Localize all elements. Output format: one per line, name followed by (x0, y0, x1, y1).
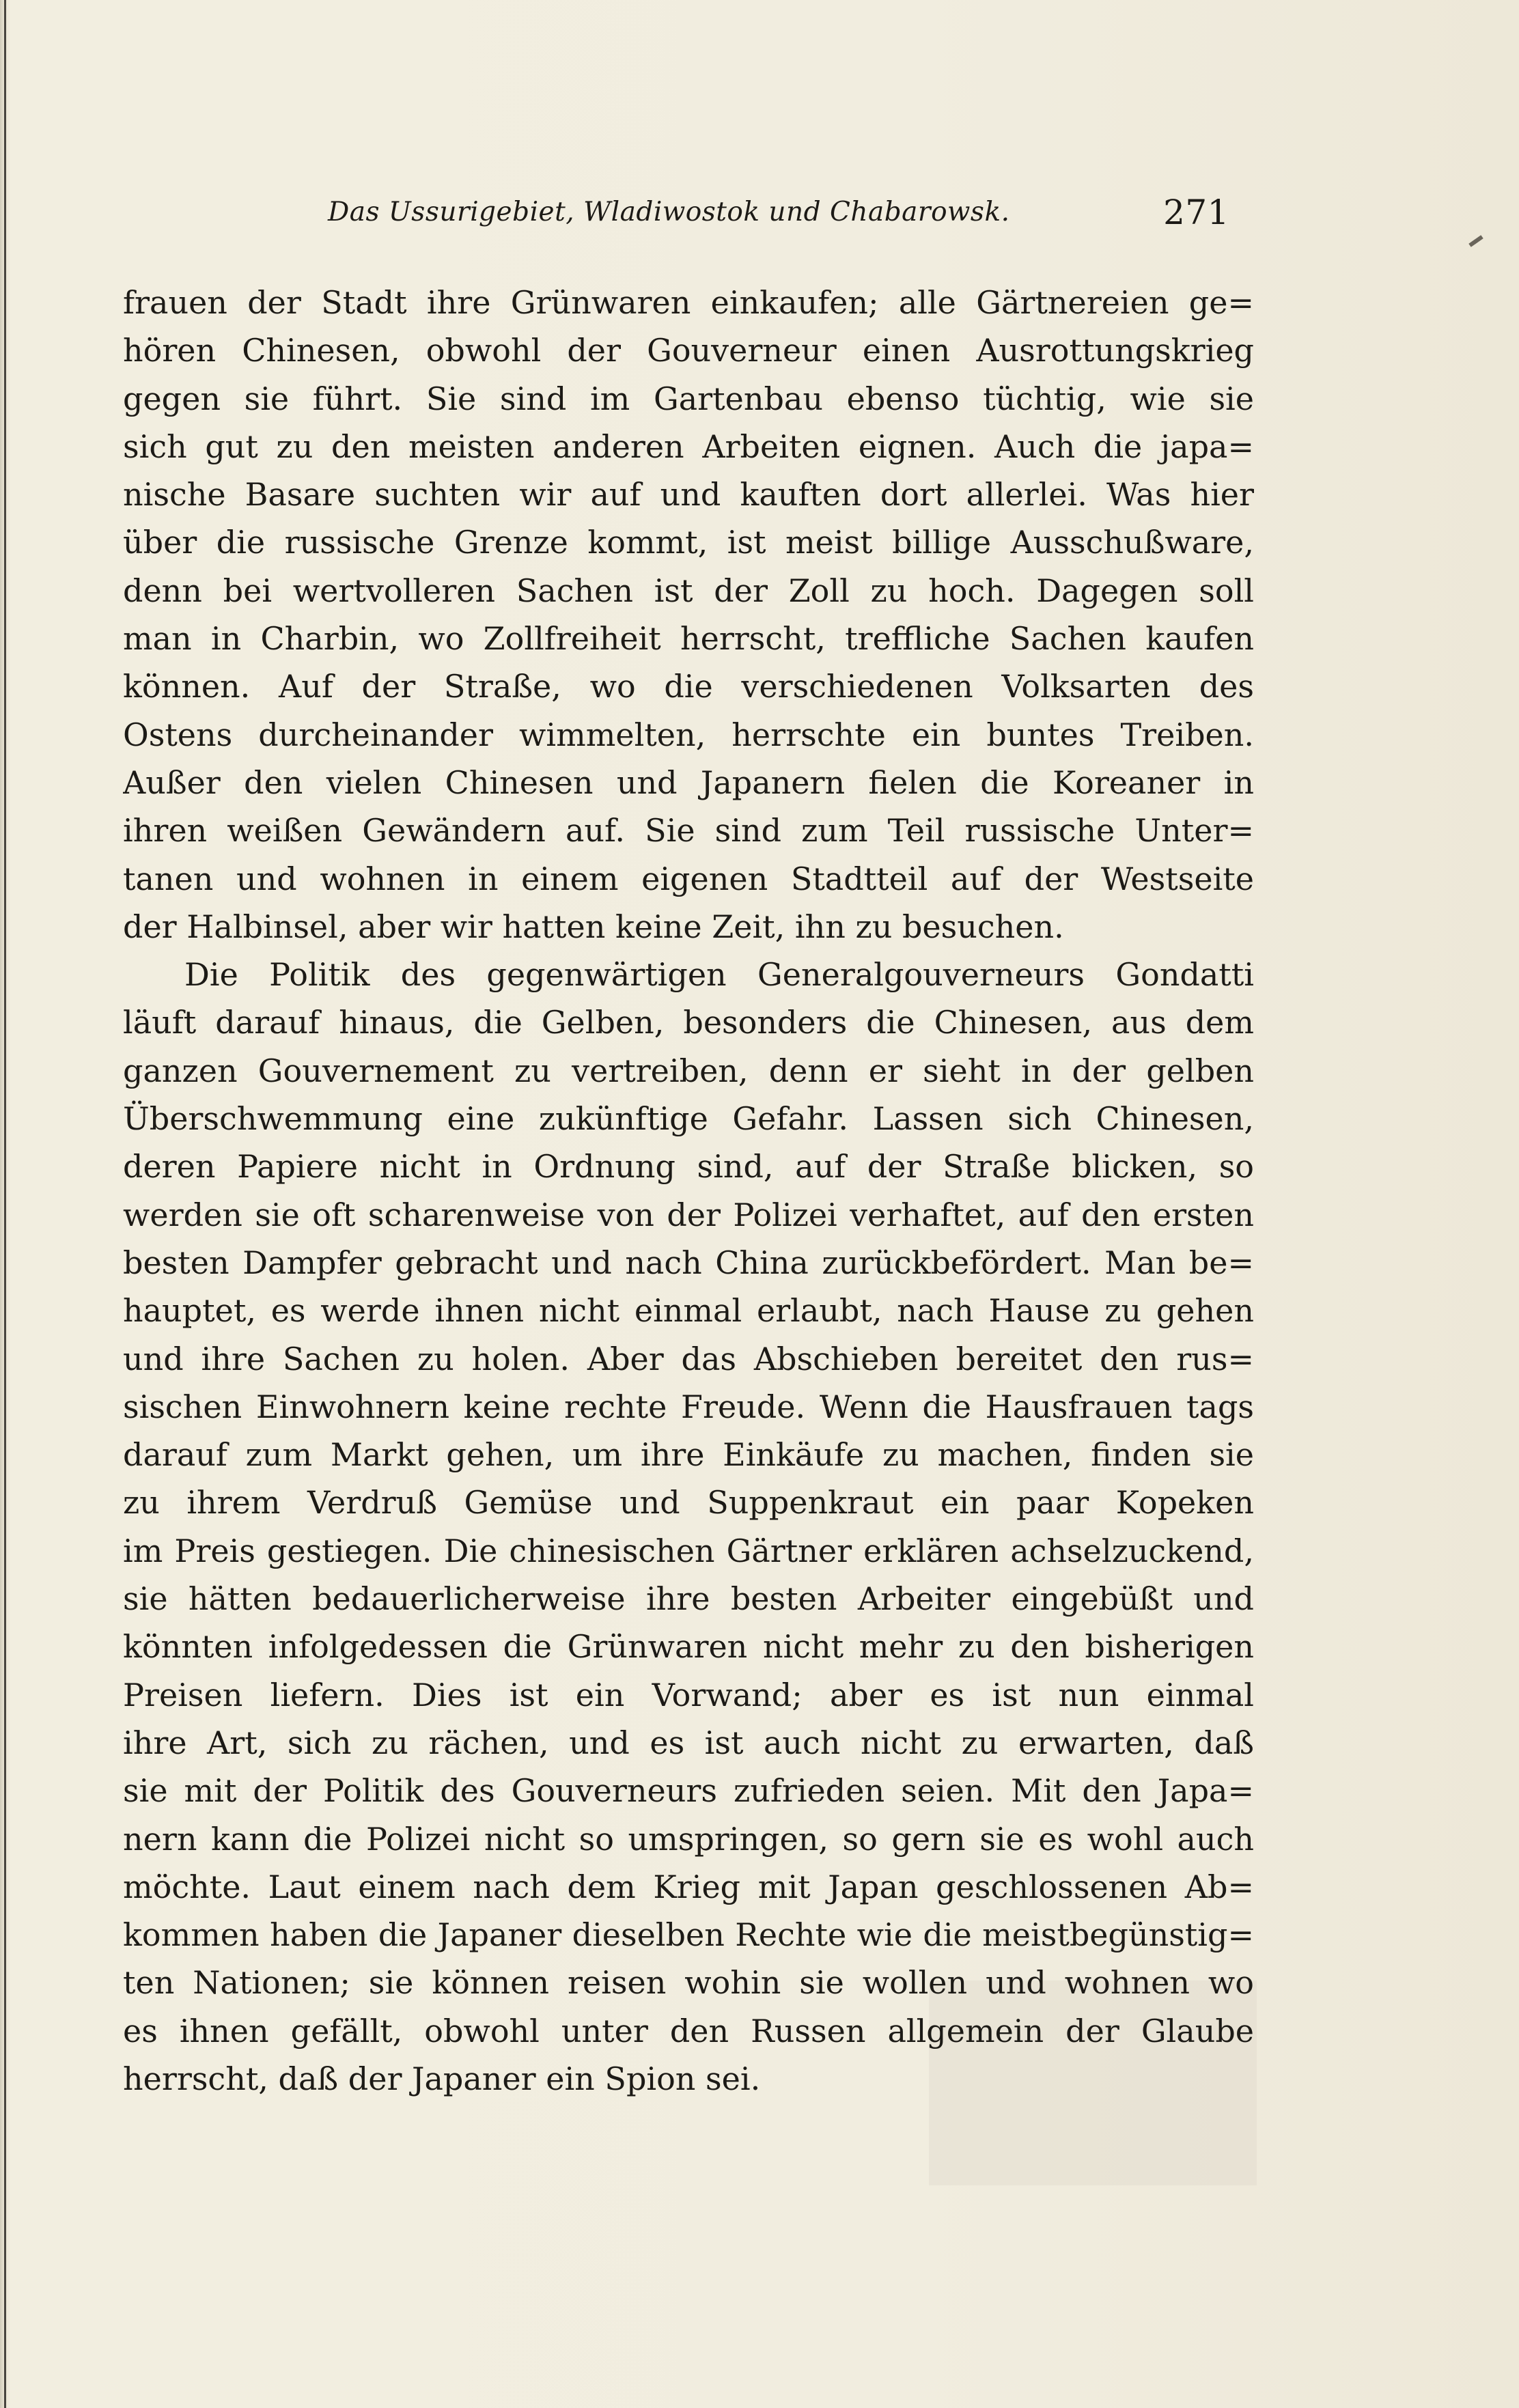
text-line: es ihnen gefällt, obwohl unter den Russen allgemein der Glaube (123, 2012, 1254, 2049)
text-line: sich gut zu den meisten anderen Arbeiten eignen. Auch die japa= (123, 428, 1254, 465)
text-line: tanen und wohnen in einem eigenen Stadtteil auf der Westseite (123, 860, 1254, 897)
text-line: darauf zum Markt gehen, um ihre Einkäufe zu machen, finden sie (123, 1436, 1254, 1474)
text-line: über die russische Grenze kommt, ist meist billige Ausschußware, (123, 524, 1254, 561)
page-gutter-edge (4, 0, 6, 2408)
text-line: frauen der Stadt ihre Grünwaren einkaufen; alle Gärtnereien ge= (123, 284, 1254, 321)
text-line: Außer den vielen Chinesen und Japanern fielen die Koreaner in (123, 764, 1254, 801)
text-line: Ostens durcheinander wimmelten, herrschte ein buntes Treiben. (123, 716, 1254, 753)
text-line: und ihre Sachen zu holen. Aber das Abschieben bereitet den rus= (123, 1340, 1254, 1377)
text-line: ten Nationen; sie können reisen wohin sie wollen und wohnen wo (123, 1964, 1254, 2002)
text-line: Preisen liefern. Dies ist ein Vorwand; aber es ist nun einmal (123, 1676, 1254, 1713)
margin-mark (1468, 235, 1483, 247)
text-line: gegen sie führt. Sie sind im Gartenbau ebenso tüchtig, wie sie (123, 380, 1254, 417)
text-line: sie hätten bedauerlicherweise ihre besten Arbeiter eingebüßt und (123, 1580, 1254, 1618)
text-line: ihren weißen Gewändern auf. Sie sind zum Teil russische Unter= (123, 812, 1254, 850)
text-line: der Halbinsel, aber wir hatten keine Zeit, ihn zu besuchen. (123, 908, 1064, 945)
paragraph-2 (123, 951, 1254, 2103)
paragraph-1 (123, 279, 1254, 951)
text-line: nern kann die Polizei nicht so umspringen, so gern sie es wohl auch (123, 1820, 1254, 1858)
text-line: hören Chinesen, obwohl der Gouverneur einen Ausrottungskrieg (123, 332, 1254, 369)
text-line: deren Papiere nicht in Ordnung sind, auf der Straße blicken, so (123, 1148, 1254, 1186)
text-line: können. Auf der Straße, wo die verschiedenen Volksarten des (123, 668, 1254, 705)
text-line: kommen haben die Japaner dieselben Rechte wie die meistbegünstig= (123, 1916, 1254, 1954)
text-line: Überschwemmung eine zukünftige Gefahr. Lassen sich Chinesen, (123, 1100, 1254, 1138)
text-line: nische Basare suchten wir auf und kauften dort allerlei. Was hier (123, 476, 1254, 514)
text-line: ganzen Gouvernement zu vertreiben, denn er sieht in der gelben (123, 1052, 1254, 1089)
text-line: hauptet, es werde ihnen nicht einmal erlaubt, nach Hause zu gehen (123, 1292, 1254, 1330)
text-line: im Preis gestiegen. Die chinesischen Gärtner erklären achselzuckend, (123, 1532, 1254, 1569)
running-title: Das Ussurigebiet, Wladiwostok und Chabarowsk. (328, 197, 1010, 227)
text-line: denn bei wertvolleren Sachen ist der Zoll zu hoch. Dagegen soll (123, 572, 1254, 609)
body-text (123, 279, 1254, 2103)
page-number: 271 (1163, 193, 1229, 232)
text-line: besten Dampfer gebracht und nach China zurückbefördert. Man be= (123, 1244, 1254, 1281)
text-line: werden sie oft scharenweise von der Polizei verhaftet, auf den ersten (123, 1196, 1254, 1233)
text-line: Die Politik des gegenwärtigen Generalgouverneurs Gondatti (184, 956, 1254, 994)
text-line: möchte. Laut einem nach dem Krieg mit Japan geschlossenen Ab= (123, 1868, 1254, 1905)
page-header (328, 193, 1229, 236)
text-line: ihre Art, sich zu rächen, und es ist auch nicht zu erwarten, daß (123, 1724, 1254, 1761)
text-line: läuft darauf hinaus, die Gelben, besonders die Chinesen, aus dem (123, 1004, 1254, 1041)
text-line: zu ihrem Verdruß Gemüse und Suppenkraut ein paar Kopeken (123, 1484, 1254, 1522)
text-line: herrscht, daß der Japaner ein Spion sei. (123, 2060, 761, 2097)
text-line: könnten infolgedessen die Grünwaren nicht mehr zu den bisherigen (123, 1628, 1254, 1666)
text-line: sischen Einwohnern keine rechte Freude. Wenn die Hausfrauen tags (123, 1388, 1254, 1425)
text-line: man in Charbin, wo Zollfreiheit herrscht, treffliche Sachen kaufen (123, 620, 1254, 658)
text-line: sie mit der Politik des Gouverneurs zufrieden seien. Mit den Japa= (123, 1772, 1254, 1810)
